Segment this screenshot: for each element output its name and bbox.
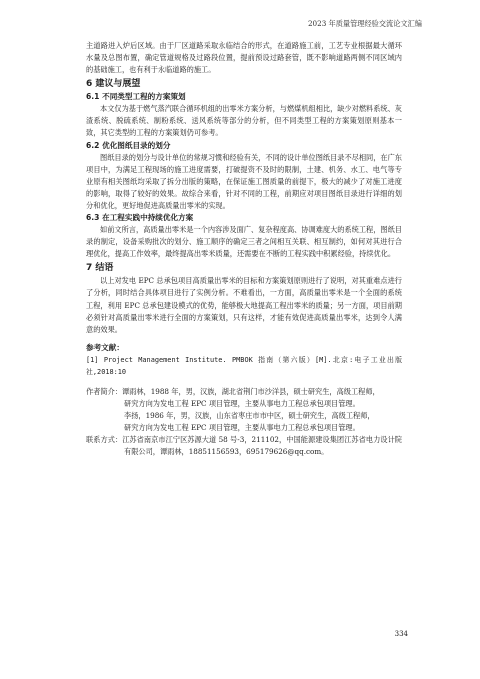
section-6-1-heading: 6.1 不同类型工程的方案策划 (86, 92, 186, 102)
author-2-detail: 研究方向为发电工程 EPC 项目管理，主要从事电力工程总承包项目管理。 (124, 423, 360, 433)
references-heading: 参考文献： (86, 342, 124, 352)
section-6-2-heading: 6.2 优化图纸目录的划分 (86, 140, 171, 150)
page-content (86, 40, 402, 458)
section-7-heading: 7 结语 (86, 263, 114, 274)
author-2-line: 李扬，1986 年，男，汉族，山东省枣庄市市中区，硕士研究生，高级工程师， (124, 410, 375, 420)
intro-paragraph: 主道路进入炉后区域。由于厂区道路采取永临结合的形式，在道路施工前，工艺专业根据最大循环水量及总图布置，确定管道规格及过路段位置，提前预设过路套管，既不影响道路两侧不同区域内的基础施工，也有利于永临道路的施工。 (86, 41, 402, 75)
section-6-3-heading: 6.3 在工程实践中持续优化方案 (86, 213, 194, 223)
section-6-3-paragraph: 如前文所言，高质量出零米是一个内容涉及面广、复杂程度高、协调难度大的系统工程，图纸目录的制定，设备采购批次的划分、施工顺序的确定三者之间相互关联、相互制约，如何对其进行合理优化，提高工作效率，最终提高出零米质量，还需要在不断的工程实践中积累经验，持续优化。 (86, 225, 402, 259)
section-6-2-paragraph: 图纸目录的划分与设计单位的常规习惯和经验有关，不同的设计单位图纸目录不尽相同，在广东项目中，为满足工程现场的施工进度需要，打破提资不及时的限制，土建、机务、水工、电气等专业原有相关图纸均采取了拆分出版的策略，在保证施工图质量的前提下，极大的减少了对施工进度的影响，取得了较好的效果。故综合来看，针对不同的工程，前期应对项目图纸目录进行详细的划分和优化，更好地促进高质量出零米的实现。 (86, 152, 402, 210)
author-1-detail: 研究方向为发电工程 EPC 项目管理，主要从事电力工程总承包项目管理。 (124, 398, 360, 408)
contact-line (86, 434, 402, 458)
page-number: 334 (394, 630, 408, 638)
author-1-line (86, 386, 402, 398)
author-info-label: 作者简介： (86, 386, 122, 396)
section-6-1-paragraph: 本文仅为基于燃气蒸汽联合循环机组的出零米方案分析，与燃煤机组相比，缺少对燃料系统、灰渣系统、脱硫系统、制粉系统、送风系统等部分的分析，但不同类型工程的方案策划原则基本一致，其它类型的工程的方案策划仍可参考。 (86, 104, 402, 138)
contact-label: 联系方式： (86, 435, 123, 445)
contact-text: 江苏省南京市江宁区苏源大道 58 号-3，211102，中国能源建设集团江苏省电力设计院有限公司，谭雨林，18851156593，695179626@qq.com。 (122, 435, 402, 457)
author-1-text: 谭雨林，1988 年，男，汉族，湖北省荆门市沙洋县，硕士研究生，高级工程师， (121, 386, 380, 396)
author-info (86, 386, 402, 459)
section-6-heading: 6 建议与展望 (86, 79, 141, 90)
running-header: 2023 年质量管理经验交流论文汇编 (307, 19, 422, 28)
reference-item: [1] Project Management Institute. PMBOK 指南（第六版）[M].北京:电子工业出版社,2018:10 (86, 355, 402, 376)
section-7-paragraph: 以上对发电 EPC 总承包项目高质量出零米的目标和方案策划原则进行了说明，对其重难点进行了分析，同时结合具体项目进行了实例分析。不难看出，一方面，高质量出零米是一个全面的系统工程，利用 EPC 总承包建设模式的优势，能够极大地提高工程出零米的质量；另一方面，项目前期必须针对高质量出零米进行全面的方案策划，只有这样，才能有效促进高质量出零米，达到令人满意的效果。 (86, 276, 402, 334)
